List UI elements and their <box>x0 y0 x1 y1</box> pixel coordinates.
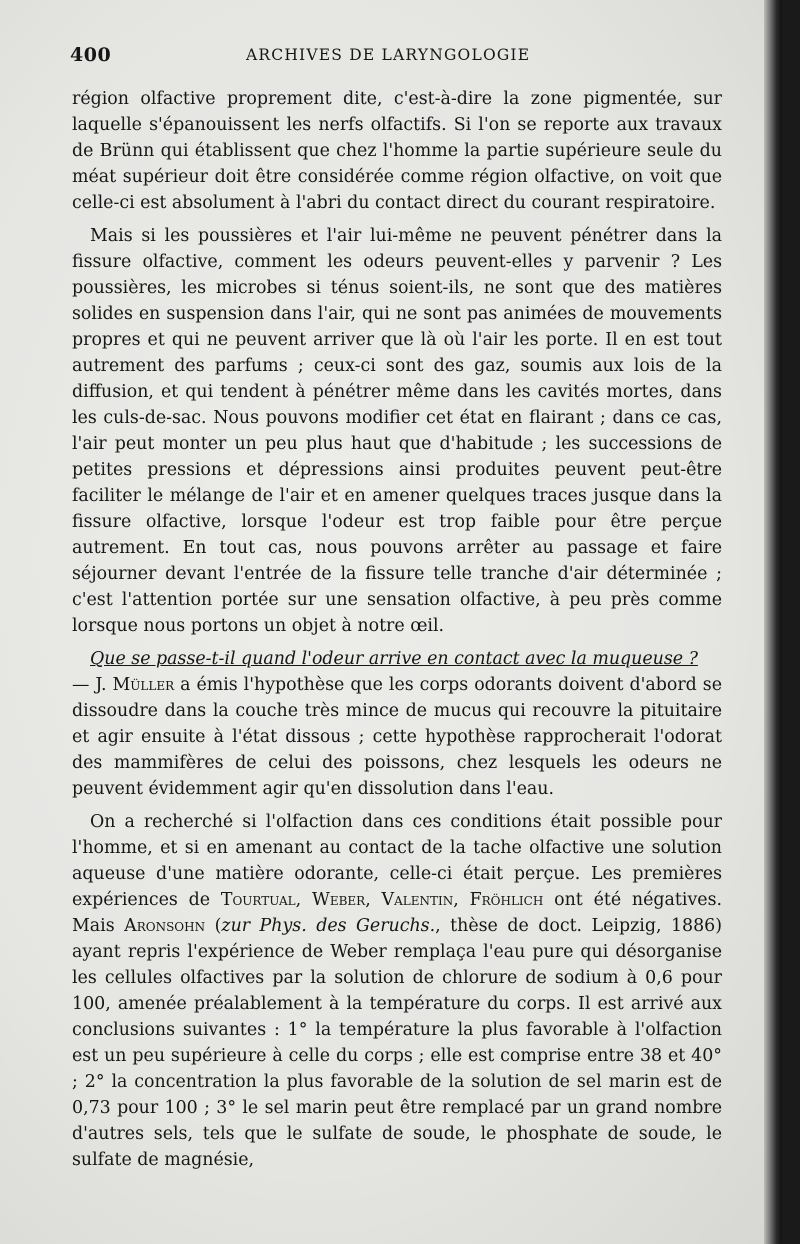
paragraph-4: On a recherché si l'olfaction dans ces conditions était possible pour l'homme, et si en amenant au contact de la tache olfactive une solution aqueuse d'une matière odorante, celle-ci était perçue. Les premières expériences de Tourtual, Weber, Valentin, Fröhlich ont été négatives. Mais Aronsohn (zur Phys. des Geruchs., thèse de doct. Leipzig, 1886) ayant repris l'expérience de Weber remplaça l'eau pure qui désorganise les cellules olfactives par la solution de chlorure de sodium à 0,6 pour 100, amenée préalablement à la température du corps. Il est arrivé aux conclusions suivantes : 1° la température la plus favorable à l'olfaction est un peu supérieure à celle du corps ; elle est comprise entre 38 et 40° ; 2° la concentration la plus favorable de la solution de sel marin est de 0,73 pour 100 ; 3° le sel marin peut être remplacé par un grand nombre d'autres sels, tels que le sulfate de soude, le phosphate de soude, le sulfate de magnésie, <box>72 812 723 1170</box>
page-header <box>70 44 722 70</box>
author-weber: Weber <box>311 890 366 910</box>
body-text <box>72 86 722 1180</box>
paragraph-1: région olfactive proprement dite, c'est-à-dire la zone pigmentée, sur laquelle s'épanouissent les nerfs olfactifs. Si l'on se reporte aux travaux de Brünn qui établissent que chez l'homme la partie supérieure seule du méat supérieur doit être considérée comme région olfactive, on voit que celle-ci est absolument à l'abri du contact direct du courant respiratoire. <box>72 89 722 213</box>
paragraph-2: Mais si les poussières et l'air lui-même ne peuvent pénétrer dans la fissure olfactive, comment les odeurs peuvent-elles y parvenir ? Les poussières, les microbes si ténus soient-ils, ne sont que des matières solides en suspension dans l'air, qui ne sont pas animées de mouvements propres et qui ne peuvent arriver que là où l'air les porte. Il en est tout autrement des parfums ; ceux-ci sont des gaz, soumis aux lois de la diffusion, et qui tendent à pénétrer même dans les cavités mortes, dans les culs-de-sac. Nous pouvons modifier cet état en flairant ; dans ce cas, l'air peut monter un peu plus haut que d'habitude ; les successions de petites pressions et dépressions ainsi produites peuvent peut-être faciliter le mélange de l'air et en amener quelques traces jusque dans la fissure olfactive, lorsque l'odeur est trop faible pour être perçue autrement. En tout cas, nous pouvons arrêter au passage et faire séjourner devant l'entrée de la fissure telle tranche d'air déterminée ; c'est l'attention portée sur une sensation olfactive, à peu près comme lorsque nous portons un objet à notre œil. <box>72 226 722 636</box>
author-muller: Müller <box>112 675 175 695</box>
paragraph-3 <box>72 646 722 802</box>
author-tourtual: Tourtual <box>220 890 296 910</box>
page-edge-shadow <box>764 0 782 1244</box>
paragraph-3-text: a émis l'hypothèse que les corps odorants doivent d'abord se dissoudre dans la couche très mince de mucus qui recouvre la pituitaire et agir ensuite à l'état dissous ; cette hypothèse rapprocherait l'odorat des mammifères de celui des poissons, chez lesquels les odeurs ne peuvent évidemment agir qu'en dissolution dans l'eau. <box>72 675 722 799</box>
question-heading: Que se passe-t-il quand l'odeur arrive en contact avec la muqueuse ? <box>90 649 698 669</box>
author-frohlich: Fröhlich <box>469 890 544 910</box>
author-aronsohn: Aronsohn <box>124 916 206 936</box>
dash: — J. <box>72 675 107 695</box>
reference-title: zur Phys. des Geruchs. <box>221 916 436 936</box>
page-number: 400 <box>70 44 112 66</box>
author-valentin: Valentin <box>381 890 454 910</box>
running-title: ARCHIVES DE LARYNGOLOGIE <box>246 46 531 64</box>
